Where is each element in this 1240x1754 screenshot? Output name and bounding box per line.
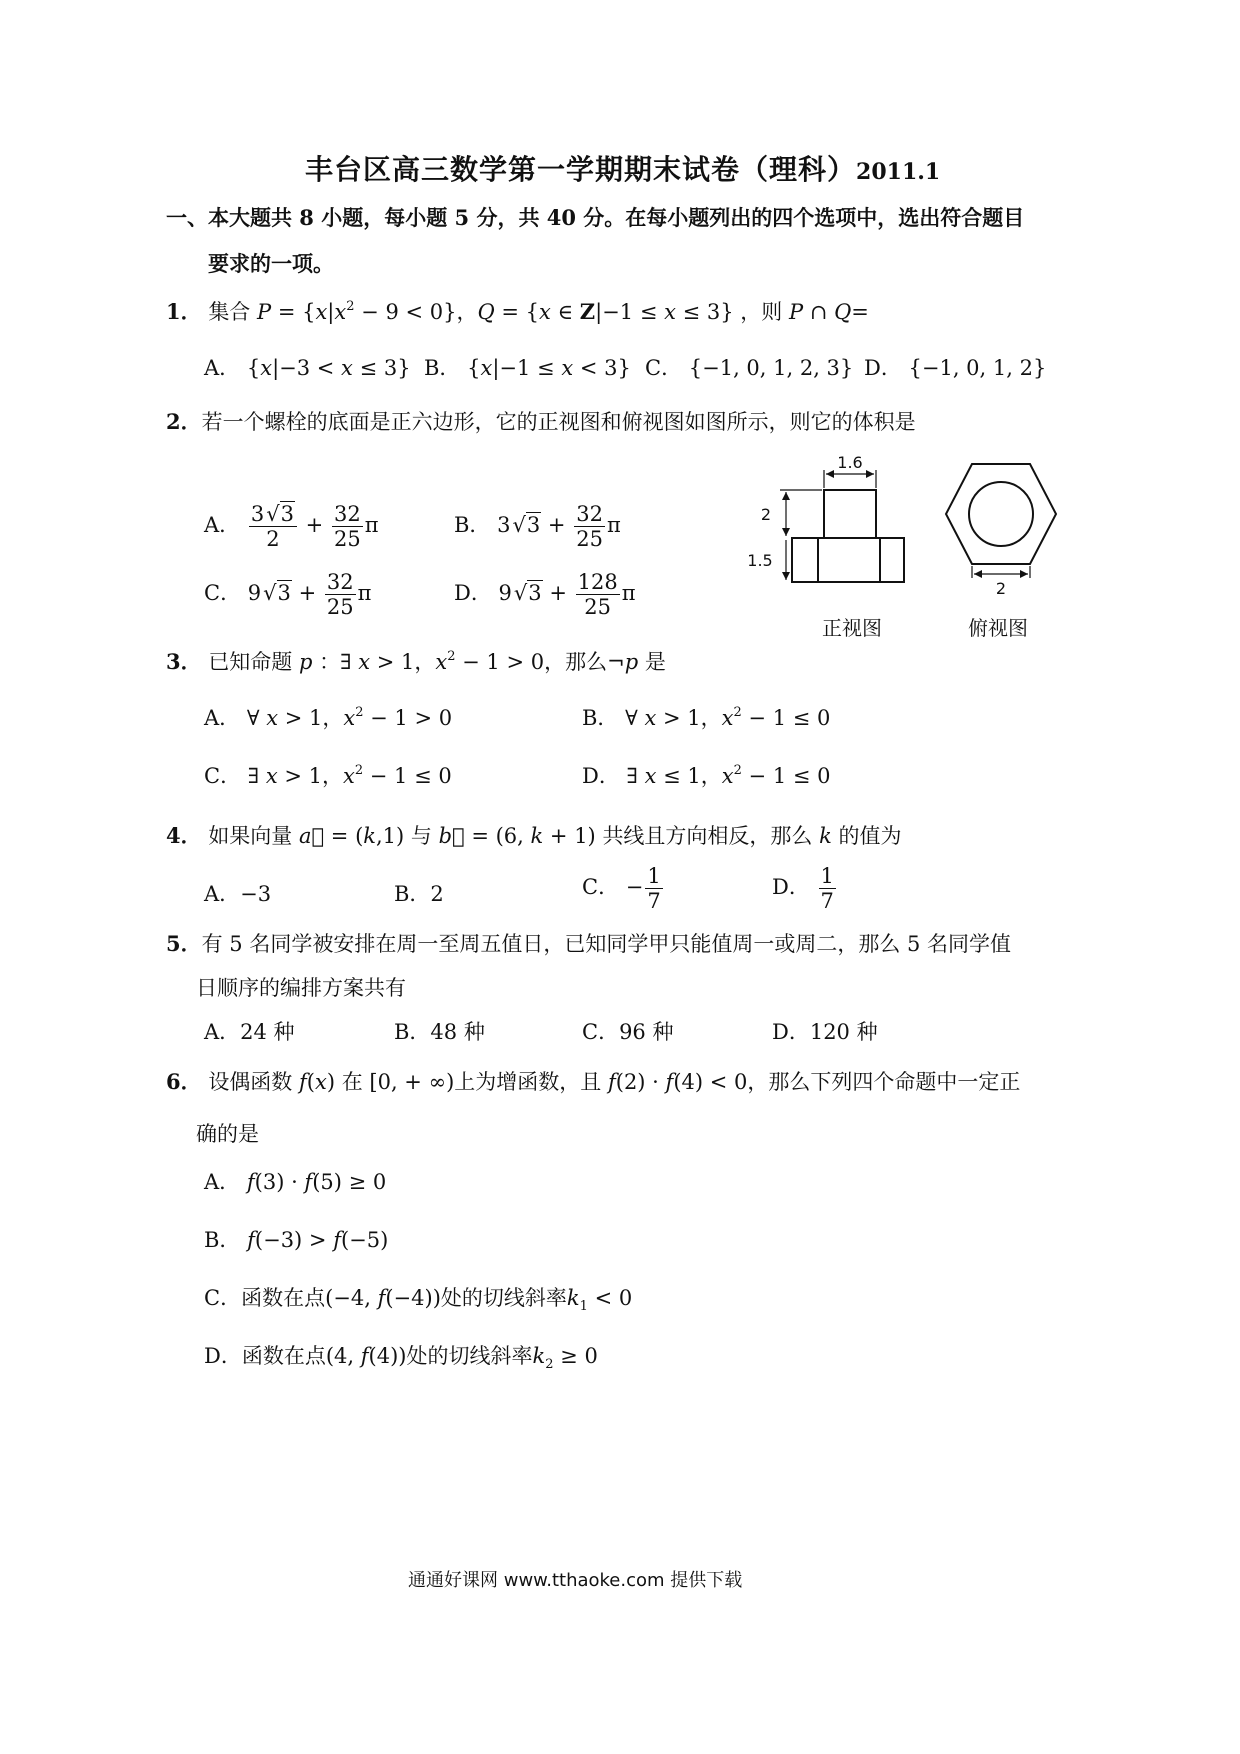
q6-option-a: A． f(3) · f(5) ≥ 0 [204, 1170, 387, 1194]
q6-option-d-label2: 处的切线斜率 [406, 1344, 533, 1368]
q6-option-c-label: C．函数在点 [204, 1286, 326, 1310]
q5-option-b: B．48 种 [394, 1020, 485, 1044]
q5-option-a: A．24 种 [204, 1020, 295, 1044]
q3-math-notp: ¬p [607, 650, 639, 674]
q6-text-a: 设偶函数 [208, 1070, 293, 1094]
q4-option-c: C． − $\frac{1}{7}$ [582, 864, 661, 914]
q3-text-a: 已知命题 [208, 650, 293, 674]
q3-option-c: C． ∃ x > 1，$x^2 - 1 \le 0$ [204, 763, 452, 788]
q6-text-b: 在 [341, 1070, 363, 1094]
q3-number: 3 [166, 649, 181, 674]
q2-option-c-label: C． [204, 581, 242, 606]
q5-text-line2: 日顺序的编排方案共有 [196, 976, 406, 1000]
q3-option-c-label: C． [204, 764, 242, 788]
q4-math-b: b⃗ = (6, k + 1) [438, 824, 596, 848]
q1-number: 1 [166, 299, 181, 324]
question-3: 3． 已知命题 p ：∃ x > 1，$x^2 - 1 > 0$，那么¬p 是 [166, 649, 666, 674]
q2-option-b-label: B． [454, 513, 491, 538]
q6-text-line2: 确的是 [196, 1122, 259, 1146]
q4-math-a: a⃗ = (k,1) [299, 824, 405, 848]
q4-math-k: k [819, 824, 832, 848]
q6-option-c-label2: 处的切线斜率 [440, 1286, 567, 1310]
q2-option-d-label: D． [454, 581, 492, 606]
q6-number: 6 [166, 1069, 181, 1094]
question-1: 1． 集合 $P = \{x|x^2 - 9 < 0\}$，Q = {x ∈ Z|−1 ≤ x ≤ 3} ，则 P ∩ Q= [166, 299, 869, 324]
page-title [305, 148, 940, 188]
q2-text: 若一个螺栓的底面是正六边形，它的正视图和俯视图如图所示，则它的体积是 [201, 410, 916, 434]
q6-option-d: D．函数在点(4, f(4))处的切线斜率$k_2 \ge 0$ [204, 1344, 598, 1372]
q2-option-a: A． $\frac{3√3}{2}$ + $\frac{32}{25}$ π [204, 502, 379, 552]
q6-option-d-label: D．函数在点 [204, 1344, 326, 1368]
q3-text-b: ，那么 [544, 650, 608, 674]
section-heading-line2: 要求的一项。 [208, 251, 334, 276]
q6-math-cond: f(2) · f(4) < 0 [607, 1070, 748, 1094]
q3-option-a: A． ∀ x > 1，$x^2 - 1 > 0$ [204, 705, 453, 730]
q3-option-d: D． ∃ x ≤ 1，$x^2 - 1 \le 0$ [582, 763, 831, 788]
q6-text-d: ，那么下列四个命题中一定正 [747, 1070, 1021, 1094]
q1-math-q: P ∩ Q= [788, 300, 869, 324]
page-footer: 通通好课网 www.tthaoke.com 提供下载 [408, 1570, 743, 1591]
q6-text-c: 上为增函数，且 [454, 1070, 602, 1094]
q4-text-c: 共线且方向相反，那么 [602, 824, 813, 848]
dim-h1-label: 2 [760, 505, 772, 524]
q3-text-c: 是 [644, 650, 666, 674]
front-view-drawing [780, 470, 904, 582]
section-heading-line1: 一、本大题共 8 小题，每小题 5 分，共 40 分。在每小题列出的四个选项中，选出符合题目 [166, 205, 1025, 230]
front-view-caption: 正视图 [822, 616, 882, 640]
q6-option-a-label: A． [204, 1170, 241, 1194]
top-view-drawing [946, 464, 1056, 578]
q2-option-c: C． 9√3 + $\frac{32}{25}$ π [204, 570, 372, 620]
q6-math-f: f(x) [299, 1070, 336, 1094]
title-year: 2011.1 [856, 159, 941, 185]
dim-bottom-label: 2 [995, 579, 1007, 598]
q1-option-d-label: D． [864, 356, 902, 380]
q1-option-d: D． {−1, 0, 1, 2} [864, 356, 1047, 380]
question-4: 4． 如果向量 a⃗ = (k,1) 与 b⃗ = (6, k + 1) 共线且方向相反，那么 k 的值为 [166, 823, 902, 848]
q4-option-b: B．2 [394, 882, 444, 906]
q3-option-d-label: D． [582, 764, 620, 788]
q3-option-a-label: A． [204, 706, 241, 730]
q4-text-a: 如果向量 [208, 824, 293, 848]
q6-option-b-label: B． [204, 1228, 241, 1252]
q6-math-interval: [0, + ∞) [369, 1070, 455, 1094]
q4-text-d: 的值为 [838, 824, 902, 848]
q2-option-b: B． 3√3 + $\frac{32}{25}$ π [454, 502, 621, 552]
title-text: 丰台区高三数学第一学期期末试卷（理科） [305, 153, 857, 186]
question-5: 5．有 5 名同学被安排在周一至周五值日，已知同学甲只能值周一或周二，那么 5 名同学值 [166, 931, 1012, 956]
question-2: 2．若一个螺栓的底面是正六边形，它的正视图和俯视图如图所示，则它的体积是 [166, 409, 916, 434]
q3-option-b: B． ∀ x > 1，$x^2 - 1 \le 0$ [582, 705, 831, 730]
q6-option-c: C．函数在点(−4, f(−4))处的切线斜率$k_1 < 0$ [204, 1286, 633, 1314]
dim-h2-label: 1.5 [747, 551, 773, 570]
q1-option-b: B． {x|−1 ≤ x < 3} [424, 356, 631, 380]
q2-number: 2 [166, 409, 181, 434]
q1-option-c-label: C． [645, 356, 683, 380]
q1-option-c: C． {−1, 0, 1, 2, 3} [645, 356, 854, 380]
q5-number: 5 [166, 931, 181, 956]
q4-option-d: D． $\frac{1}{7}$ [772, 864, 834, 914]
top-view-caption: 俯视图 [968, 616, 1028, 640]
q1-text-b: ，则 [740, 300, 783, 324]
q4-text-b: 与 [410, 824, 432, 848]
q1-option-a-label: A． [204, 356, 241, 380]
q1-option-b-label: B． [424, 356, 461, 380]
dim-top-label: 1.6 [837, 453, 863, 472]
q6-option-b: B． f(−3) > f(−5) [204, 1228, 389, 1252]
question-6: 6． 设偶函数 f(x) 在 [0, + ∞)上为增函数，且 f(2) · f(4) < 0，那么下列四个命题中一定正 [166, 1069, 1021, 1094]
q5-option-c: C．96 种 [582, 1020, 674, 1044]
q4-option-c-label: C． [582, 875, 620, 900]
q4-option-d-label: D． [772, 875, 810, 900]
q4-number: 4 [166, 823, 181, 848]
q5-text-line1: 有 5 名同学被安排在周一至周五值日，已知同学甲只能值周一或周二，那么 5 名同学值 [201, 932, 1012, 956]
q4-option-a: A．−3 [204, 882, 272, 906]
bolt-views-figure [740, 448, 1080, 648]
q1-option-a: A． {x|−3 < x ≤ 3} [204, 356, 411, 380]
q2-option-a-label: A． [204, 513, 241, 538]
q1-text-a: 集合 [208, 300, 251, 324]
q3-math-p: p ：∃ x > 1，$x^2 - 1 > 0$ [299, 649, 545, 674]
q1-math-p: $P = \{x|x^2 - 9 < 0\}$，Q = {x ∈ Z|−1 ≤ x ≤ 3} [257, 299, 734, 324]
q3-option-b-label: B． [582, 706, 619, 730]
q2-option-d: D． 9√3 + $\frac{128}{25}$ π [454, 570, 636, 620]
q5-option-d: D．120 种 [772, 1020, 878, 1044]
